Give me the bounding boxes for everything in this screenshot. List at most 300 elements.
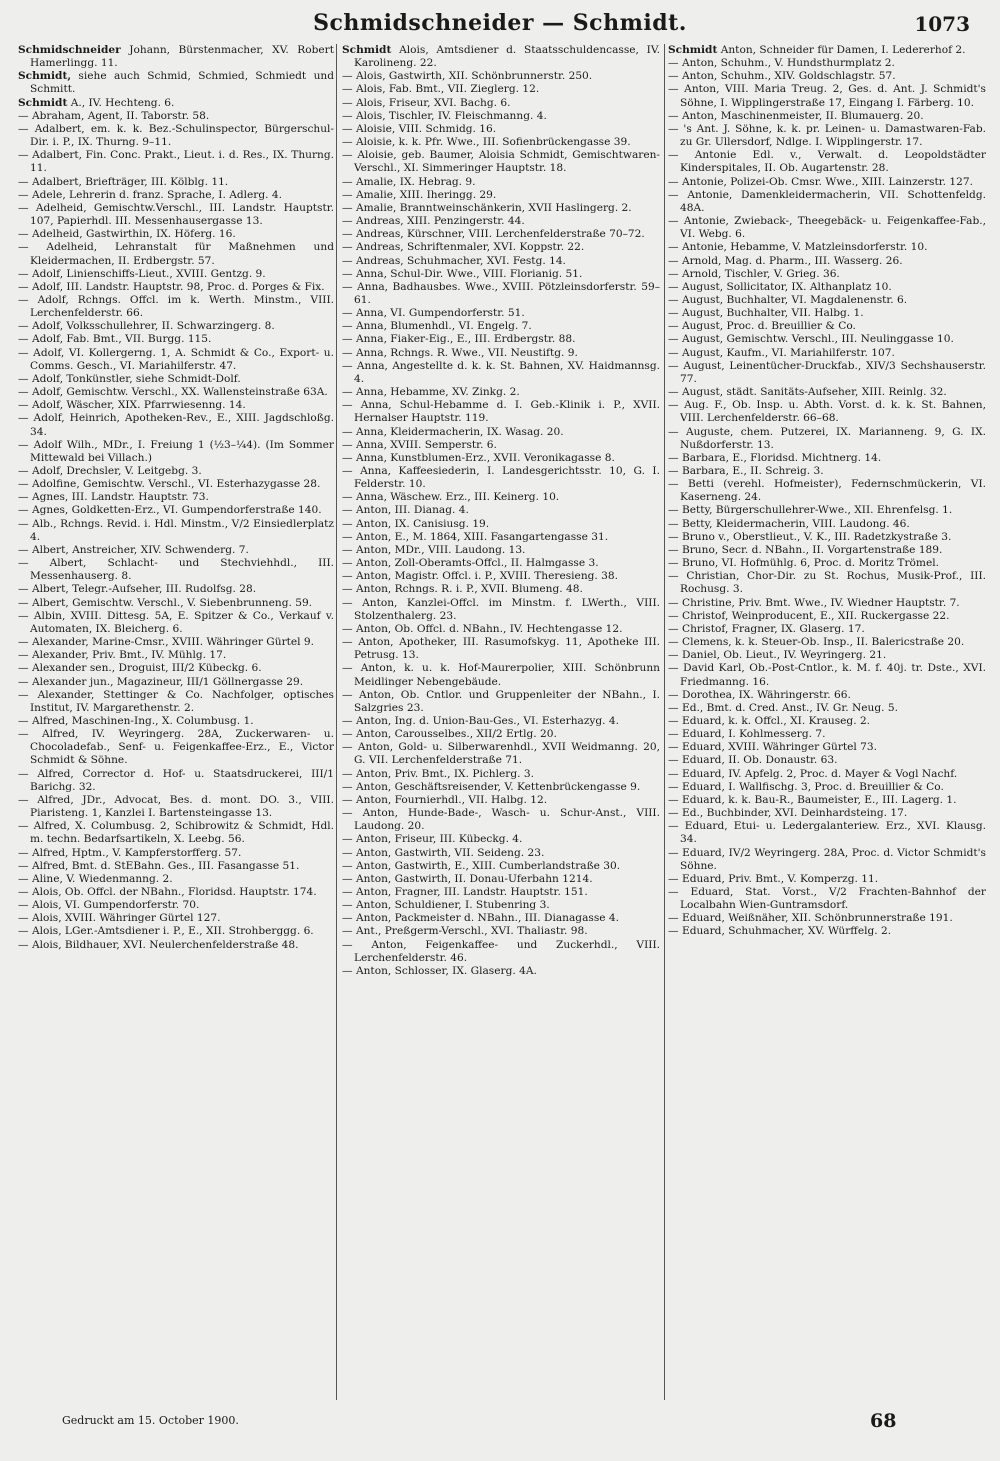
entry-text: — Ed., Buchbinder, XVI. Deinhardsteing. 17. [668,807,908,820]
entry-text: — August, Kaufm., VI. Mariahilferstr. 107. [668,346,895,359]
entry-text: — Anton, E., M. 1864, XIII. Fasangartengasse 31. [342,530,609,543]
entry-text: — Anton, Geschäftsreisender, V. Kettenbrückengasse 9. [342,780,641,793]
entry-text: — Adalbert, Fin. Conc. Prakt., Lieut. i. d. Res., IX. Thurng. 11. [18,149,334,175]
entry-text: — Anton, Maschinenmeister, II. Blumauerg. 20. [668,109,924,122]
directory-entry [668,465,986,478]
entry-text: — Eduard, Etui- u. Ledergalanteriew. Erz., XVI. Klausg. 34. [668,820,986,846]
entry-text: — Anna, Schul-Hebamme d. I. Geb.-Klinik i. P., XVII. Hernalser Hauptstr. 119. [342,399,660,425]
directory-entry [342,847,660,860]
directory-entry [342,491,660,504]
entry-text: — Betty, Bürgerschullehrer-Wwe., XII. Ehrenfelsg. 1. [668,504,953,517]
directory-entry [668,426,986,452]
directory-entry [342,439,660,452]
directory-entry [668,873,986,886]
entry-text: — Alexander, Stettinger & Co. Nachfolger, optisches Institut, IV. Margarethenstr. 2. [18,688,334,714]
directory-entry [342,360,660,386]
entry-text: — Anton, VIII. Maria Treug. 2, Ges. d. Ant. J. Schmidt's Söhne, I. Wipplingerstraße 17, Eingang I. Färberg. 10. [668,83,986,109]
directory-entry [18,636,334,649]
directory-entry [668,807,986,820]
directory-entry [668,662,986,688]
entry-text: — August, Buchhalter, VI. Magdalenenstr. 6. [668,293,908,306]
directory-entry [668,176,986,189]
directory-entry [668,83,986,109]
entry-text: — Eduard, Schuhmacher, XV. Würffelg. 2. [668,925,892,938]
directory-entry [668,597,986,610]
entry-text: — Bruno v., Oberstlieut., V. K., III. Radetzkystraße 3. [668,530,952,543]
entry-text: — Amalie, Branntweinschänkerin, XVII Haslingerg. 2. [342,201,632,214]
entry-text: — August, Sollicitator, IX. Althanplatz 10. [668,280,892,293]
directory-entry [342,662,660,688]
directory-entry [668,781,986,794]
entry-text: — Albert, Schlacht- und Stechviehhdl., III. Messenhauserg. 8. [18,557,334,583]
entry-text: — Alois, Bildhauer, XVI. Neulerchenfelderstraße 48. [18,938,299,951]
entry-text: — Antonie, Zwieback-, Theegebäck- u. Feigenkaffee-Fab., VI. Webg. 6. [668,215,986,241]
entry-text: — Eduard, k. k. Bau-R., Baumeister, E., III. Lagerg. 1. [668,793,957,806]
entry-text: — Dorothea, IX. Währingerstr. 66. [668,688,851,701]
directory-entry [18,228,334,241]
entry-text: — Anton, Feigenkaffee- und Zuckerhdl., VIII. Lerchenfelderstr. 46. [342,938,660,964]
directory-entry [668,110,986,123]
directory-entry [342,518,660,531]
directory-entry [668,623,986,636]
entry-text: — Anton, Rchngs. R. i. P., XVII. Blumeng. 48. [342,583,583,596]
entry-text: siehe auch Schmid, Schmied, Schmiedt und Schmitt. [30,70,334,96]
directory-entry [18,294,334,320]
entry-text: — Anna, Blumenhdl., VI. Engelg. 7. [342,320,532,333]
directory-entry [18,860,334,873]
directory-entry [342,833,660,846]
entry-text: — Anton, Apotheker, III. Rasumofskyg. 11, Apotheke III. Petrusg. 13. [342,636,660,662]
directory-entry [18,281,334,294]
entry-surname: Schmidt, [18,70,72,83]
entry-text: — Ed., Bmt. d. Cred. Anst., IV. Gr. Neug. 5. [668,701,898,714]
directory-entry [668,478,986,504]
entry-text: — Betti (verehl. Hofmeister), Federnschmückerin, VI. Kaserneng. 24. [668,478,986,504]
directory-entry [342,557,660,570]
entry-text: — 's Ant. J. Söhne, k. k. pr. Leinen- u. Damastwaren-Fab. zu Gr. Ullersdorf, Ndlge. I. Wipplingerstr. 17. [668,122,986,149]
entry-text: — August, Proc. d. Breuillier & Co. [668,320,856,333]
entry-text: — Alois, Ob. Offcl. der NBahn., Floridsd. Hauptstr. 174. [18,886,317,898]
directory-entry [668,886,986,912]
entry-text: — Alexander, Priv. Bmt., IV. Mühlg. 17. [18,649,227,662]
entry-text: — Alois, Tischler, IV. Fleischmanng. 4. [342,109,547,122]
entry-text: — Anna, Badhausbes. Wwe., XVIII. Pötzleinsdorferstr. 59–61. [342,280,660,306]
entry-text: — Anna, Fiaker-Eig., E., III. Erdbergstr. 88. [342,333,576,346]
entry-text: — Eduard, IV. Apfelg. 2, Proc. d. Mayer & Vogl Nachf. [668,767,958,780]
entry-text: — Alfred, Corrector d. Hof- u. Staatsdruckerei, III/1 Barichg. 32. [18,767,334,793]
entry-text: — Anton, Ing. d. Union-Bau-Ges., VI. Esterhazyg. 4. [342,714,620,727]
directory-entry [18,268,334,281]
entry-text: — Aloisie, geb. Baumer, Aloisia Schmidt, Gemischtwaren-Verschl., XI. Simmeringer Hauptstr. 18. [342,149,660,175]
entry-text: — Alois, Friseur, XVI. Bachg. 6. [342,96,511,109]
entry-text: — Amalie, XIII. Iheringg. 29. [342,188,497,201]
entry-text: — Aug. F., Ob. Insp. u. Abth. Vorst. d. k. k. St. Bahnen, VIII. Lerchenfelderstr. 66–68. [668,399,986,425]
column-1 [18,44,334,1400]
directory-entry [18,597,334,610]
entry-text: — Anton, IX. Canisiusg. 19. [342,517,490,530]
entry-text: — Adele, Lehrerin d. franz. Sprache, I. Adlerg. 4. [18,188,282,201]
directory-entry [18,333,334,346]
entry-text: — Andreas, Schuhmacher, XVI. Festg. 14. [342,254,566,267]
entry-text: — Adolf, Wäscher, XIX. Pfarrwiesenng. 14. [18,399,246,412]
entry-text: — Aline, V. Wiedenmanng. 2. [18,872,173,885]
directory-entry [342,202,660,215]
directory-entry [18,465,334,478]
entry-text: — Christof, Weinproducent, E., XII. Ruckergasse 22. [668,609,950,622]
entry-text: — Anna, Rchngs. R. Wwe., VII. Neustiftg. 9. [342,346,578,359]
directory-entry [668,702,986,715]
column-2 [342,44,660,1400]
entry-text: — August, Gemischtw. Verschl., III. Neulinggasse 10. [668,333,954,346]
entry-text: — Adelheid, Gemischtw.Verschl., III. Landstr. Hauptstr. 107, Papierhdl. III. Messenhausergasse 13. [18,201,334,228]
directory-entry [668,399,986,425]
directory-entry [342,768,660,781]
entry-text: — Adolfine, Gemischtw. Verschl., VI. Esterhazygasse 28. [18,478,321,491]
entry-text: — Alexander, Marine-Cmsr., XVIII. Währinger Gürtel 9. [18,636,315,649]
directory-entry [342,136,660,149]
directory-entry [18,149,334,175]
directory-entry [668,649,986,662]
entry-text: — Anton, Schlosser, IX. Glaserg. 4A. [342,964,537,977]
directory-entry [18,44,334,70]
directory-entry [342,347,660,360]
directory-entry [668,255,986,268]
directory-entry [342,83,660,96]
directory-entry [18,676,334,689]
directory-entry [18,662,334,675]
directory-entry [342,912,660,925]
entry-text: — Alois, Gastwirth, XII. Schönbrunnerstr. 250. [342,70,593,83]
directory-entry [18,399,334,412]
entry-text: — Anna, Wäschew. Erz., III. Keinerg. 10. [342,491,560,504]
entry-text: — Arnold, Tischler, V. Grieg. 36. [668,267,840,280]
directory-entry [18,794,334,820]
entry-text: — Anton, MDr., VIII. Laudong. 13. [342,543,526,556]
directory-entry [18,873,334,886]
entry-text: — Alois, XVIII. Währinger Gürtel 127. [18,912,221,925]
entry-text: — Alois, LGer.-Amtsdiener i. P., E., XII. Strohberggg. 6. [18,925,314,938]
directory-entry [342,465,660,491]
entry-text: — Aloisie, k. k. Pfr. Wwe., III. Sofienbrückengasse 39. [342,136,631,149]
entry-text: — Antonie, Hebamme, V. Matzleinsdorferstr. 10. [668,241,928,254]
entry-text: — Anna, Schul-Dir. Wwe., VIII. Florianig. 51. [342,267,583,280]
directory-entry [342,70,660,83]
directory-entry [18,347,334,373]
directory-entry [668,925,986,938]
column-3 [668,44,986,1400]
directory-entry [668,754,986,767]
entry-text: — Albin, XVIII. Dittesg. 5A, E. Spitzer & Co., Verkauf v. Automaten, IX. Bleicherg. 6. [18,609,334,635]
directory-entry [668,715,986,728]
entry-surname: Schmidt [668,44,718,56]
entry-text: — Alfred, Hptm., V. Kampferstorfferg. 57. [18,846,242,859]
directory-entry [342,241,660,254]
entry-text: — Agnes, Goldketten-Erz., VI. Gumpendorferstraße 140. [18,504,322,517]
entry-text: — August, Leinentücher-Druckfab., XIV/3 Sechshauserstr. 77. [668,359,986,385]
directory-entry [668,57,986,70]
directory-entry [18,886,334,899]
directory-entry [668,504,986,517]
directory-entry [668,215,986,241]
entry-surname: Schmidt [342,44,392,56]
directory-entry [342,807,660,833]
directory-entry [668,570,986,596]
directory-entry [342,636,660,662]
entry-text: — Alexander jun., Magazineur, III/1 Göllnergasse 29. [18,675,304,688]
directory-entry [18,439,334,465]
entry-text: — Alois, VI. Gumpendorferstr. 70. [18,899,200,912]
entry-text: — Antonie, Polizei-Ob. Cmsr. Wwe., XIII. Lainzerstr. 127. [668,175,973,188]
directory-entry [18,189,334,202]
directory-entry [668,610,986,623]
entry-text: — Daniel, Ob. Lieut., IV. Weyringerg. 21. [668,649,887,662]
entry-text: — Adolf, Fab. Bmt., VII. Burgg. 115. [18,333,212,346]
directory-entry [668,728,986,741]
entry-surname: Schmidt [18,96,68,109]
entry-text: — Albert, Telegr.-Aufseher, III. Rudolfsg. 28. [18,583,257,596]
entry-text: — Adolf, Drechsler, V. Leitgebg. 3. [18,465,202,477]
entry-text: — Anton, Ob. Offcl. d. NBahn., IV. Hechtengasse 12. [342,622,623,635]
directory-entry [342,781,660,794]
directory-entry [342,794,660,807]
directory-entry [342,149,660,175]
directory-entry [18,478,334,491]
directory-entry [18,123,334,149]
directory-entry [342,925,660,938]
directory-entry [342,386,660,399]
entry-text: — Anton, Fournierhdl., VII. Halbg. 12. [342,793,548,806]
entry-text: — Christian, Chor-Dir. zu St. Rochus, Musik-Prof., III. Rochusg. 3. [668,570,986,596]
directory-entry [18,70,334,96]
directory-entry [342,110,660,123]
directory-entry [342,307,660,320]
directory-entry [18,544,334,557]
directory-entry [342,123,660,136]
entry-text: — Adelheid, Gastwirthin, IX. Höferg. 16. [18,228,236,241]
directory-entry [342,899,660,912]
entry-text: — Anton, Schuldiener, I. Stubenring 3. [342,899,550,912]
directory-entry [668,741,986,754]
entry-text: — Eduard, Weißnäher, XII. Schönbrunnerstraße 191. [668,912,953,925]
directory-entry [668,70,986,83]
directory-entry [668,347,986,360]
directory-entry [18,689,334,715]
entry-text: — Auguste, chem. Putzerei, IX. Marianneng. 9, G. IX. Nußdorferstr. 13. [668,425,986,451]
entry-text: — Albert, Anstreicher, XIV. Schwenderg. 7. [18,543,249,556]
directory-entry [18,373,334,386]
entry-text: — Antonie Edl. v., Verwalt. d. Leopoldstädter Kinderspitales, II. Ob. Augartenstr. 28. [668,149,986,175]
directory-entry [342,189,660,202]
directory-entry [668,518,986,531]
entry-text: — Adolf, Tonkünstler, siehe Schmidt-Dolf. [18,372,241,385]
entry-surname: Schmidschneider [18,44,121,56]
entry-text: — Alfred, X. Columbusg. 2, Schibrowitz & Schmidt, Hdl. m. techn. Bedarfsartikeln, X. Leebg. 56. [18,820,334,846]
entry-text: — Andreas, Schriftenmaler, XVI. Koppstr. 22. [342,241,585,254]
entry-text: — Adolf, Rchngs. Offcl. im k. Werth. Minstm., VIII. Lerchenfelderstr. 66. [18,293,334,320]
entry-text: — Anton, Magistr. Offcl. i. P., XVIII. Theresieng. 38. [342,570,619,583]
entry-text: — Christine, Priv. Bmt. Wwe., IV. Wiedner Hauptstr. 7. [668,596,960,609]
entry-text: — Alexander sen., Droguist, III/2 Kübeckg. 6. [18,662,262,675]
entry-text: — Anton, Carousselbes., XII/2 Ertlg. 20. [342,728,557,741]
entry-text: — Christof, Fragner, IX. Glaserg. 17. [668,622,865,635]
directory-entry [18,649,334,662]
directory-entry [342,597,660,623]
entry-text: — Eduard, I. Wallfischg. 3, Proc. d. Breuillier & Co. [668,780,944,793]
directory-entry [668,820,986,846]
entry-text: — Agnes, III. Landstr. Hauptstr. 73. [18,491,209,504]
entry-text: — Anton, k. u. k. Hof-Maurerpolier, XIII. Schönbrunn Meidlinger Nebengebäude. [342,662,660,688]
entry-text: — Amalie, IX. Hebrag. 9. [342,175,476,188]
directory-entry [668,452,986,465]
directory-entry [342,886,660,899]
entry-text: — Aloisie, VIII. Schmidg. 16. [342,122,497,135]
running-head: Schmidschneider — Schmidt. [313,10,687,36]
directory-entry [18,847,334,860]
entry-text: — Anton, Kanzlei-Offcl. im Minstm. f. LWerth., VIII. Stolzenthalerg. 23. [342,596,660,622]
directory-entry [18,110,334,123]
entry-text: — Eduard, Priv. Bmt., V. Komperzg. 11. [668,872,879,885]
directory-entry [342,623,660,636]
directory-entry [668,768,986,781]
entry-text: — Anton, III. Dianag. 4. [342,504,469,517]
directory-entry [342,44,660,70]
directory-entry [668,294,986,307]
entry-text: — Anton, Priv. Bmt., IX. Pichlerg. 3. [342,767,534,780]
directory-entry [342,452,660,465]
entry-text: — Adolf, Linienschiffs-Lieut., XVIII. Gentzg. 9. [18,267,266,280]
directory-entry [668,360,986,386]
entry-text: — Betty, Kleidermacherin, VIII. Laudong. 46. [668,517,910,530]
directory-entry [342,965,660,978]
entry-text: — Andreas, XIII. Penzingerstr. 44. [342,215,525,228]
entry-text: — Anton, Fragner, III. Landstr. Hauptstr. 151. [342,886,588,898]
directory-entry [18,97,334,110]
entry-text: — Alfred, Bmt. d. StEBahn. Ges., III. Fasangasse 51. [18,859,300,872]
entry-text: — Bruno, Secr. d. NBahn., II. Vorgartenstraße 189. [668,543,943,556]
entry-text: — Anton, Gastwirth, VII. Seideng. 23. [342,846,545,859]
entry-text: — Adelheid, Lehranstalt für Maßnehmen und Kleidermachen, II. Erdbergstr. 57. [18,241,334,267]
directory-entry [342,860,660,873]
entry-text: — Adolf, Gemischtw. Verschl., XX. Wallensteinstraße 63A. [18,386,328,399]
directory-entry [668,912,986,925]
directory-entry [342,939,660,965]
directory-entry [342,333,660,346]
directory-entry [668,636,986,649]
entry-text: — Eduard, XVIII. Währinger Gürtel 73. [668,741,878,754]
directory-entry [342,97,660,110]
entry-text: — Anton, Ob. Cntlor. und Gruppenleiter der NBahn., I. Salzgries 23. [342,688,660,714]
directory-entry [342,583,660,596]
directory-entry [668,689,986,702]
entry-text: — Anton, Schuhm., V. Hundsthurmplatz 2. [668,57,895,70]
entry-text: Alois, Amtsdiener d. Staatsschuldencasse, IV. Karolineng. 22. [354,44,660,70]
directory-entry [668,241,986,254]
directory-entry [668,847,986,873]
directory-entry [18,412,334,438]
entry-text: — Abraham, Agent, II. Taborstr. 58. [18,109,210,122]
directory-entry [668,149,986,175]
entry-text: — Eduard, II. Ob. Donaustr. 63. [668,754,838,767]
directory-entry [342,281,660,307]
entry-text: — Anna, Hebamme, XV. Zinkg. 2. [342,386,520,399]
directory-entry [342,228,660,241]
directory-entry [342,544,660,557]
directory-entry [342,215,660,228]
entry-text: — Anton, Zoll-Oberamts-Offcl., II. Halmgasse 3. [342,557,599,570]
directory-entry [668,281,986,294]
directory-entry [18,320,334,333]
entry-text: — Anna, XVIII. Semperstr. 6. [342,438,497,451]
directory-entry [668,794,986,807]
directory-entry [342,728,660,741]
entry-text: — Eduard, k. k. Offcl., XI. Krauseg. 2. [668,714,871,727]
sheet-signature: 68 [870,1410,897,1432]
entry-text: — August, städt. Sanitäts-Aufseher, XIII. Reinlg. 32. [668,386,947,399]
directory-entry [668,333,986,346]
page-number: 1073 [914,12,970,36]
directory-entry [18,202,334,228]
entry-text: — Andreas, Kürschner, VIII. Lerchenfelderstraße 70–72. [342,228,645,241]
directory-entry [342,320,660,333]
directory-entry [18,504,334,517]
entry-text: — Anton, Gastwirth, E., XIII. Cumberlandstraße 30. [342,859,621,872]
directory-entry [18,939,334,952]
entry-text: — Anton, Friseur, III. Kübeckg. 4. [342,833,523,846]
directory-entry [342,715,660,728]
entry-text: Johann, Bürstenmacher, XV. Robert Hamerlingg. 11. [30,44,334,70]
directory-entry [668,557,986,570]
directory-entry [342,873,660,886]
directory-entry [18,241,334,267]
entry-text: — David Karl, Ob.-Post-Cntlor., k. M. f. 40j. tr. Dste., XVI. Friedmanng. 16. [668,662,986,688]
entry-text: — Anton, Packmeister d. NBahn., III. Dianagasse 4. [342,912,620,925]
entry-text: — Clemens, k. k. Steuer-Ob. Insp., II. Balericstraße 20. [668,636,965,649]
directory-entry [342,176,660,189]
directory-entry [18,715,334,728]
directory-entry [18,728,334,767]
directory-entry [342,741,660,767]
directory-entry [668,320,986,333]
entry-text: — Anna, Kaffeesiederin, I. Landesgerichtsstr. 10, G. I. Felderstr. 10. [342,465,660,491]
entry-text: — Adolf, Heinrich, Apotheken-Rev., E., XIII. Jagdschloßg. 34. [18,412,334,438]
entry-text: — Anton, Gastwirth, II. Donau-Uferbahn 1214. [342,872,593,885]
directory-entry [18,518,334,544]
entry-text: — Anna, VI. Gumpendorferstr. 51. [342,307,525,320]
directory-entry [18,386,334,399]
directory-entry [342,570,660,583]
directory-entry [342,504,660,517]
entry-text: — Anna, Angestellte d. k. k. St. Bahnen, XV. Haidmannsg. 4. [342,359,660,385]
directory-entry [668,189,986,215]
directory-entry [668,307,986,320]
directory-entry [668,44,986,57]
directory-entry [342,255,660,268]
directory-entry [342,399,660,425]
directory-entry [18,176,334,189]
entry-text: — Anna, Kunstblumen-Erz., XVII. Veronikagasse 8. [342,451,615,464]
directory-entry [668,386,986,399]
directory-entry [342,268,660,281]
entry-text: — Alois, Fab. Bmt., VII. Zieglerg. 12. [342,83,540,96]
directory-entry [18,925,334,938]
directory-entry [668,544,986,557]
directory-entry [18,912,334,925]
entry-text: — Anna, Kleidermacherin, IX. Wasag. 20. [342,425,564,438]
entry-text: — Adolf, Volksschullehrer, II. Schwarzingerg. 8. [18,320,275,333]
directory-entry [18,610,334,636]
entry-text: — Anton, Gold- u. Silberwarenhdl., XVII Weidmanng. 20, G. VII. Lerchenfelderstraße 71. [342,741,660,767]
directory-entry [668,268,986,281]
